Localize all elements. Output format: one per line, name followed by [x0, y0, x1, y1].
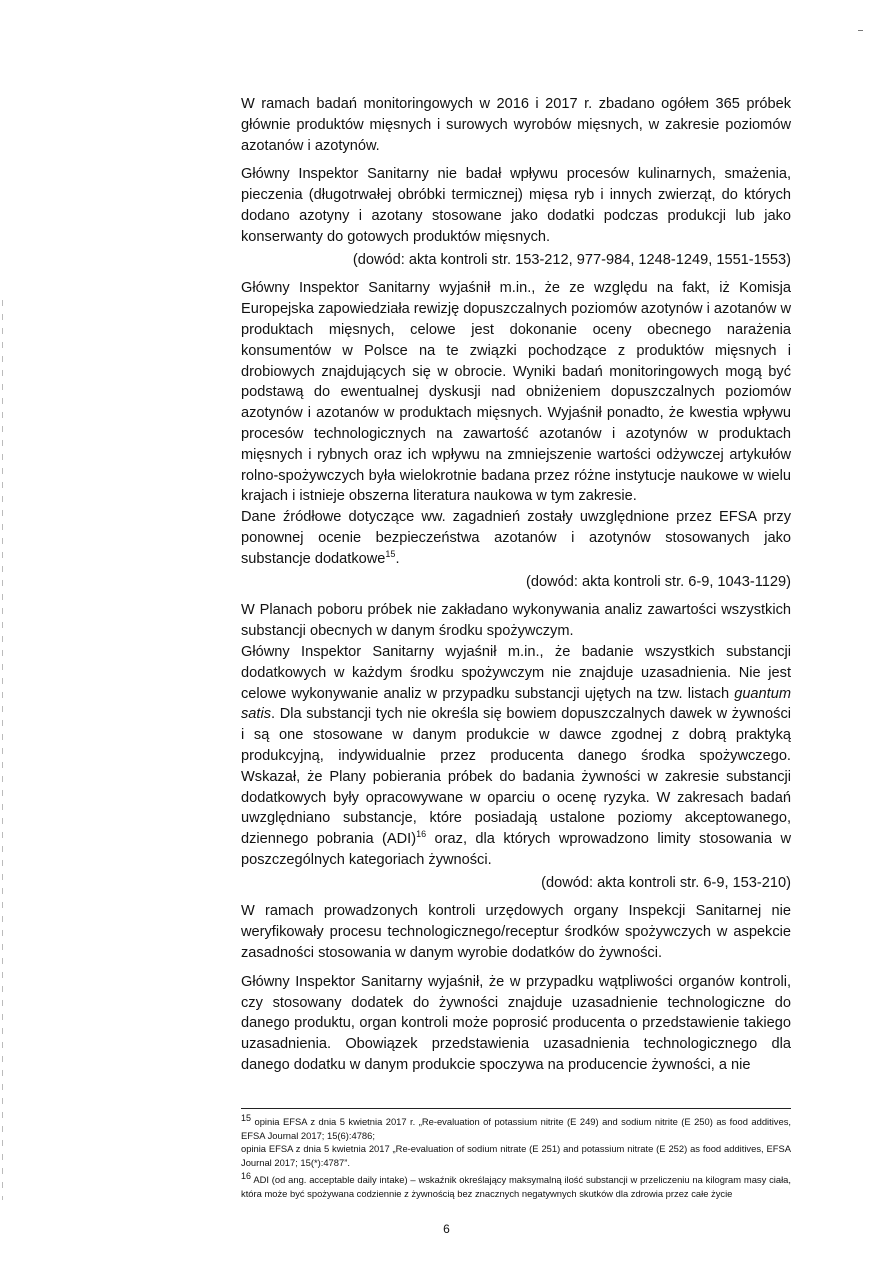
- footnote-16: [241, 1173, 791, 1200]
- footnote-number: 15: [241, 1112, 252, 1123]
- footnote-text: ADI (od ang. acceptable daily intake) – wskaźnik określający maksymalną ilość substancji w przeliczeniu na kilogram masy ciała, która może być spożywana codziennie z żywnością bez znacznych negatywnych skutków dla zdrowia przez całe życie: [241, 1174, 791, 1199]
- scan-mark-artifact: [858, 30, 863, 31]
- main-text: [241, 94, 791, 1076]
- paragraph-additives-text-c: oraz, dla których wprowadzono limity stosowania w poszczególnych kategoriach żywności.: [241, 831, 791, 868]
- footnote-text: opinia EFSA z dnia 5 kwietnia 2017 r. „Re-evaluation of potassium nitrite (E 249) and sodium nitrite (E 250) as food additives, EFSA Journal 2017; 15(6):4786;: [241, 1116, 791, 1141]
- paragraph-gis-explanation: Główny Inspektor Sanitarny wyjaśnił m.in., że ze względu na fakt, iż Komisja Europejska zapowiedziała rewizję dopuszczalnych poziomów azotynów i azotanów w produktach mięsnych, celowe jest dokonanie oceny obecnego narażenia konsumentów w Polsce na te związki pochodzące z produktów mięsnych i drobiowych znajdujących się w obrocie. Wyniki badań monitoringowych mogą być podstawą do ewentualnej dyskusji nad obniżeniem dopuszczalnych poziomów azotynów i azotanów w produktach mięsnych. Wyjaśnił ponadto, że kwestia wpływu procesów technologicznych na zawartość azotanów i azotynów w produktach mięsnych i rybnych oraz ich wpływu na zmniejszenie wartości odżywczej artykułów rolno-spożywczych była wielokrotnie badana przez różne instytucje naukowe w wielu krajach i istnieje obszerna literatura naukowa w tym zakresie.: [241, 280, 791, 505]
- evidence-reference: (dowód: akta kontroli str. 6-9, 1043-1129): [526, 573, 791, 590]
- footnotes-section: [241, 1108, 791, 1205]
- paragraph-monitoring-samples: W ramach badań monitoringowych w 2016 i 2017 r. zbadano ogółem 365 próbek głównie produktów mięsnych i surowych wyrobów mięsnych, w zakresie poziomów azotanów i azotynów.: [241, 96, 791, 154]
- footnote-ref-16: 16: [416, 829, 427, 840]
- footnote-ref-15: 15: [385, 548, 396, 559]
- quantum-satis-term: guantum satis: [241, 685, 791, 723]
- paragraph-official-controls: W ramach prowadzonych kontroli urzędowych organy Inspekcji Sanitarnej nie weryfikowały procesu technologicznego/receptur środków spożywczych w aspekcie zasadności stosowania w danym wyrobie dodatków do żywności.: [241, 903, 791, 962]
- footnote-16-line-1: [241, 1173, 791, 1200]
- footnote-15-line-2: opinia EFSA z dnia 5 kwietnia 2017 „Re-evaluation of sodium nitrate (E 251) and potassium nitrate (E 252) as food additives, EFSA Journal 2017; 15(*):4787”.: [241, 1143, 791, 1168]
- paragraph-culinary-processes: Główny Inspektor Sanitarny nie badał wpływu procesów kulinarnych, smażenia, pieczenia (długotrwałej obróbki termicznej) mięsa ryb i innych zwierząt, do których dodano azotyny i azotany stosowane jako dodatki podczas produkcji lub jako konserwanty do gotowych produktów mięsnych.: [241, 166, 791, 245]
- page-number: 6: [443, 1222, 450, 1236]
- paragraph-additives-text-a: Główny Inspektor Sanitarny wyjaśnił m.in., że badanie wszystkich substancji dodatkowych w każdym środku spożywczym nie znajduje uzasadnienia. Nie jest celowe wykonywanie analiz w przypadku substancji ujętych na tzw. listach: [241, 643, 791, 702]
- scan-edge-artifact: [2, 300, 3, 1200]
- evidence-reference: (dowód: akta kontroli str. 153-212, 977-984, 1248-1249, 1551-1553): [352, 251, 791, 268]
- paragraph-additives-text-b: . Dla substancji tych nie określa się bowiem dopuszczalnych dawek w żywności i są one stosowane w danym produkcie w dawce zgodnej z dobrą praktyką produkcyjną, indywidualnie przez producenta danego środka spożywczego. Wskazał, że Plany pobierania próbek do badania żywności w zakresie substancji dodatkowych były opracowywane w oparciu o ocenę ryzyka. W zakresach badań uwzględniano substancje, które posiadają ustalone poziomy akceptowanego, dziennego pobrania (ADI): [241, 706, 791, 848]
- paragraph-efsa-data: [241, 507, 791, 569]
- evidence-reference: (dowód: akta kontroli str. 6-9, 153-210): [541, 874, 791, 891]
- footnote-number: 16: [241, 1171, 252, 1182]
- paragraph-technological-justification: Główny Inspektor Sanitarny wyjaśnił, że w przypadku wątpliwości organów kontroli, czy stosowany dodatek do żywności znajduje uzasadnienie technologiczne do danego produktu, organ kontroli może poprosić producenta o przedstawienie takiego uzasadnienia. Obowiązek przedstawienia uzasadnienia technologicznego dla danego dodatku w danym produkcie spoczywa na producencie żywności, a nie: [241, 973, 791, 1074]
- footnote-15: [241, 1112, 791, 1169]
- footnote-15-line-1: [241, 1112, 791, 1142]
- paragraph-additives-explanation: [241, 642, 791, 871]
- paragraph-end-period: .: [395, 550, 400, 567]
- paragraph-efsa-text: Dane źródłowe dotyczące ww. zagadnień zostały uwzględnione przez EFSA przy ponownej ocenie bezpieczeństwa azotanów i azotynów stosowanych jako substancje dodatkowe: [241, 509, 791, 567]
- paragraph-sampling-plans: W Planach poboru próbek nie zakładano wykonywania analiz zawartości wszystkich substancji obecnych w danym środku spożywczym.: [241, 602, 791, 640]
